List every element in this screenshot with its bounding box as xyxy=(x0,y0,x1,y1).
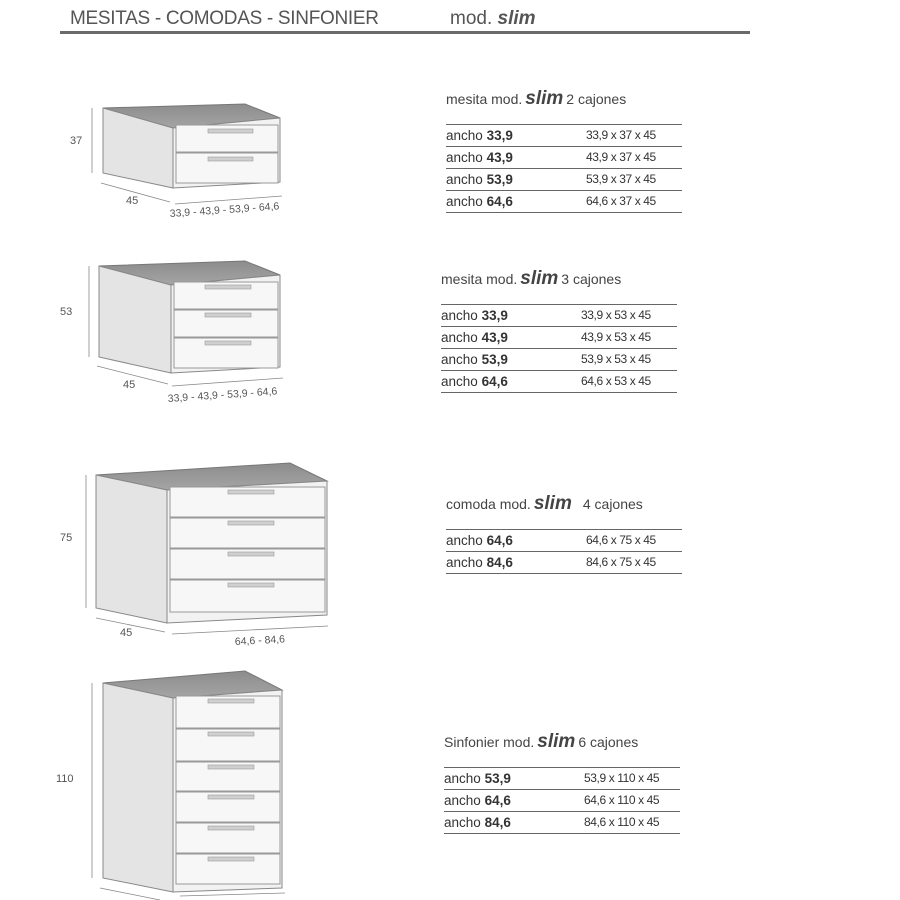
spec-title: comoda mod. slim 4 cajones xyxy=(446,493,643,514)
drawer-handle xyxy=(205,341,251,345)
drawer-handle xyxy=(208,699,254,703)
table-row: ancho 64,6 64,6 x 110 x 45 xyxy=(444,790,680,812)
drawer-handle xyxy=(208,129,253,133)
width-label: 33,9 - 43,9 - 53,9 - 64,6 xyxy=(169,200,280,220)
drawer-handle xyxy=(208,765,254,769)
table-row: ancho 84,6 84,6 x 110 x 45 xyxy=(444,812,680,834)
depth-label: 45 xyxy=(123,379,136,391)
table-row: ancho 84,6 84,6 x 75 x 45 xyxy=(446,552,682,574)
table-row: ancho 53,9 53,9 x 37 x 45 xyxy=(446,169,682,191)
height-label: 53 xyxy=(60,306,73,318)
depth-label: 45 xyxy=(126,195,139,207)
drawer-handle xyxy=(208,857,254,861)
spec-block-2-drawers xyxy=(446,88,682,213)
depth-label: 45 xyxy=(120,627,133,639)
table-row: ancho 33,9 33,9 x 53 x 45 xyxy=(441,305,677,327)
table-row: ancho 64,6 64,6 x 75 x 45 xyxy=(446,530,682,552)
table-row: ancho 33,9 33,9 x 37 x 45 xyxy=(446,125,682,147)
spec-title: mesita mod. slim 3 cajones xyxy=(441,268,622,289)
nightstand-3-drawers-drawing xyxy=(89,261,283,386)
dresser-4-drawers-drawing xyxy=(86,463,328,634)
table-row: ancho 43,9 43,9 x 37 x 45 xyxy=(446,147,682,169)
spec-title: Sinfonier mod. slim 6 cajones xyxy=(444,731,639,752)
height-label: 37 xyxy=(70,135,83,147)
spec-block-3-drawers xyxy=(441,268,677,393)
width-label: 64,6 - 84,6 xyxy=(234,633,286,648)
width-label: 33,9 - 43,9 - 53,9 - 64,6 xyxy=(167,385,278,405)
drawer-handle xyxy=(205,313,251,317)
spec-table xyxy=(446,529,682,574)
drawer-handle xyxy=(208,795,254,799)
spec-table xyxy=(444,767,680,834)
table-row: ancho 53,9 53,9 x 53 x 45 xyxy=(441,349,677,371)
spec-table xyxy=(441,304,677,393)
drawer-handle xyxy=(228,490,274,494)
drawer-handle xyxy=(205,285,251,289)
spec-table xyxy=(446,124,682,213)
header-title: MESITAS - COMODAS - SINFONIER xyxy=(70,8,379,29)
drawer-handle xyxy=(228,552,274,556)
height-label: 110 xyxy=(56,773,74,785)
drawer-handle xyxy=(228,583,274,587)
height-label: 75 xyxy=(60,532,73,544)
chest-6-drawers-drawing xyxy=(92,671,285,900)
spec-title: mesita mod. slim 2 cajones xyxy=(446,88,627,109)
table-row: ancho 43,9 43,9 x 53 x 45 xyxy=(441,327,677,349)
header-model-name: slim xyxy=(497,8,536,29)
table-row: ancho 64,6 64,6 x 37 x 45 xyxy=(446,191,682,213)
nightstand-2-drawers-drawing xyxy=(92,104,282,204)
drawer-handle xyxy=(208,157,253,161)
drawer-handle xyxy=(228,521,274,525)
spec-block-4-drawers xyxy=(446,493,682,574)
header-model-prefix: mod. xyxy=(450,8,493,29)
table-row: ancho 64,6 64,6 x 53 x 45 xyxy=(441,371,677,393)
drawer-handle xyxy=(208,732,254,736)
drawer-handle xyxy=(208,826,254,830)
spec-block-6-drawers xyxy=(444,731,680,834)
table-row: ancho 53,9 53,9 x 110 x 45 xyxy=(444,768,680,790)
